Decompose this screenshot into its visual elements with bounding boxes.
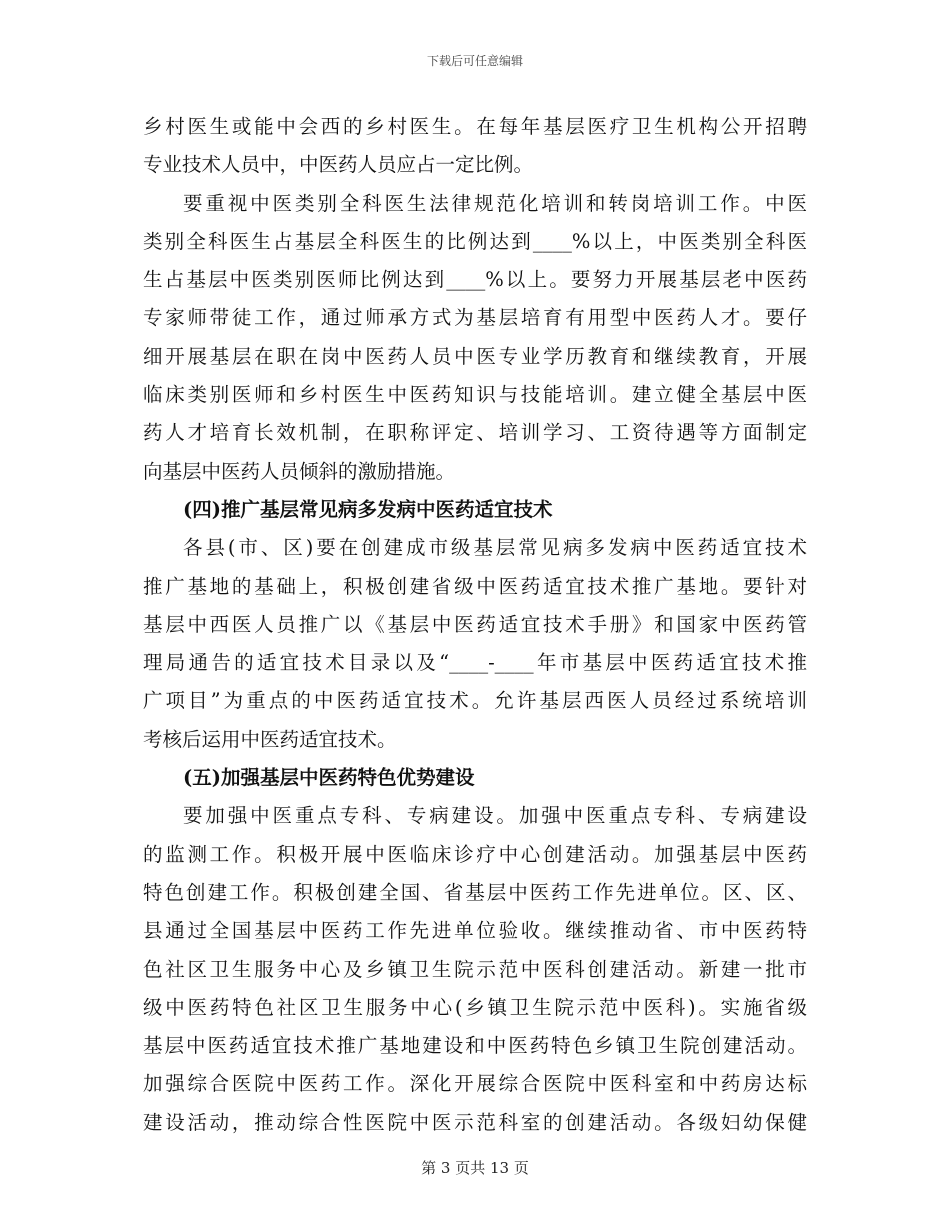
text-line: 加强综合医院中医药工作。深化开展综合医院中医科室和中药房达标 bbox=[143, 1072, 807, 1096]
page-footer: 第 3 页共 13 页 bbox=[421, 1159, 529, 1177]
text-line: 药人才培育长效机制，在职称评定、培训学习、工资待遇等方面制定 bbox=[143, 421, 807, 445]
text-line: 广项目”为重点的中医药适宜技术。允许基层西医人员经过系统培训 bbox=[143, 689, 807, 713]
page-header: 下载后可任意编辑 bbox=[426, 54, 523, 68]
text-line: 专家师带徒工作，通过师承方式为基层培育有用型中医药人才。要仔 bbox=[143, 306, 807, 330]
text-line: 各县(市、区)要在创建成市级基层常见病多发病中医药适宜技术 bbox=[183, 536, 807, 560]
section-heading: (五)加强基层中医药特色优势建设 bbox=[183, 766, 475, 790]
document-body bbox=[143, 108, 807, 1142]
text-line: 色社区卫生服务中心及乡镇卫生院示范中医科创建活动。新建一批市 bbox=[143, 957, 807, 981]
text-line: 要加强中医重点专科、专病建设。加强中医重点专科、专病建设 bbox=[183, 804, 807, 828]
text-line: 推广基地的基础上，积极创建省级中医药适宜技术推广基地。要针对 bbox=[143, 574, 807, 598]
text-line: 特色创建工作。积极创建全国、省基层中医药工作先进单位。区、区、 bbox=[143, 880, 807, 904]
text-line: 理局通告的适宜技术目录以及“____-____年市基层中医药适宜技术推 bbox=[143, 651, 807, 675]
text-line: 建设活动，推动综合性医院中医示范科室的创建活动。各级妇幼保健 bbox=[143, 1110, 807, 1134]
text-line: 向基层中医药人员倾斜的激励措施。 bbox=[143, 459, 456, 483]
text-line: 基层中医药适宜技术推广基地建设和中医药特色乡镇卫生院创建活动。 bbox=[143, 1034, 807, 1058]
text-line: 级中医药特色社区卫生服务中心(乡镇卫生院示范中医科)。实施省级 bbox=[143, 995, 807, 1019]
text-line: 基层中西医人员推广以《基层中医药适宜技术手册》和国家中医药管 bbox=[143, 612, 807, 636]
text-line: 生占基层中医类别医师比例达到____%以上。要努力开展基层老中医药 bbox=[143, 268, 807, 292]
text-line: 的监测工作。积极开展中医临床诊疗中心创建活动。加强基层中医药 bbox=[143, 842, 807, 866]
section-heading: (四)推广基层常见病多发病中医药适宜技术 bbox=[183, 497, 553, 521]
text-line: 县通过全国基层中医药工作先进单位验收。继续推动省、市中医药特 bbox=[143, 919, 807, 943]
text-line: 细开展基层在职在岗中医药人员中医专业学历教育和继续教育，开展 bbox=[143, 344, 807, 368]
text-line: 考核后运用中医药适宜技术。 bbox=[143, 727, 397, 751]
text-line: 乡村医生或能中会西的乡村医生。在每年基层医疗卫生机构公开招聘 bbox=[143, 115, 807, 138]
text-line: 类别全科医生占基层全科医生的比例达到____%以上，中医类别全科医 bbox=[143, 229, 807, 253]
text-line: 临床类别医师和乡村医生中医药知识与技能培训。建立健全基层中医 bbox=[143, 383, 807, 407]
text-line: 专业技术人员中，中医药人员应占一定比例。 bbox=[143, 153, 534, 177]
text-line: 要重视中医类别全科医生法律规范化培训和转岗培训工作。中医 bbox=[183, 191, 807, 215]
